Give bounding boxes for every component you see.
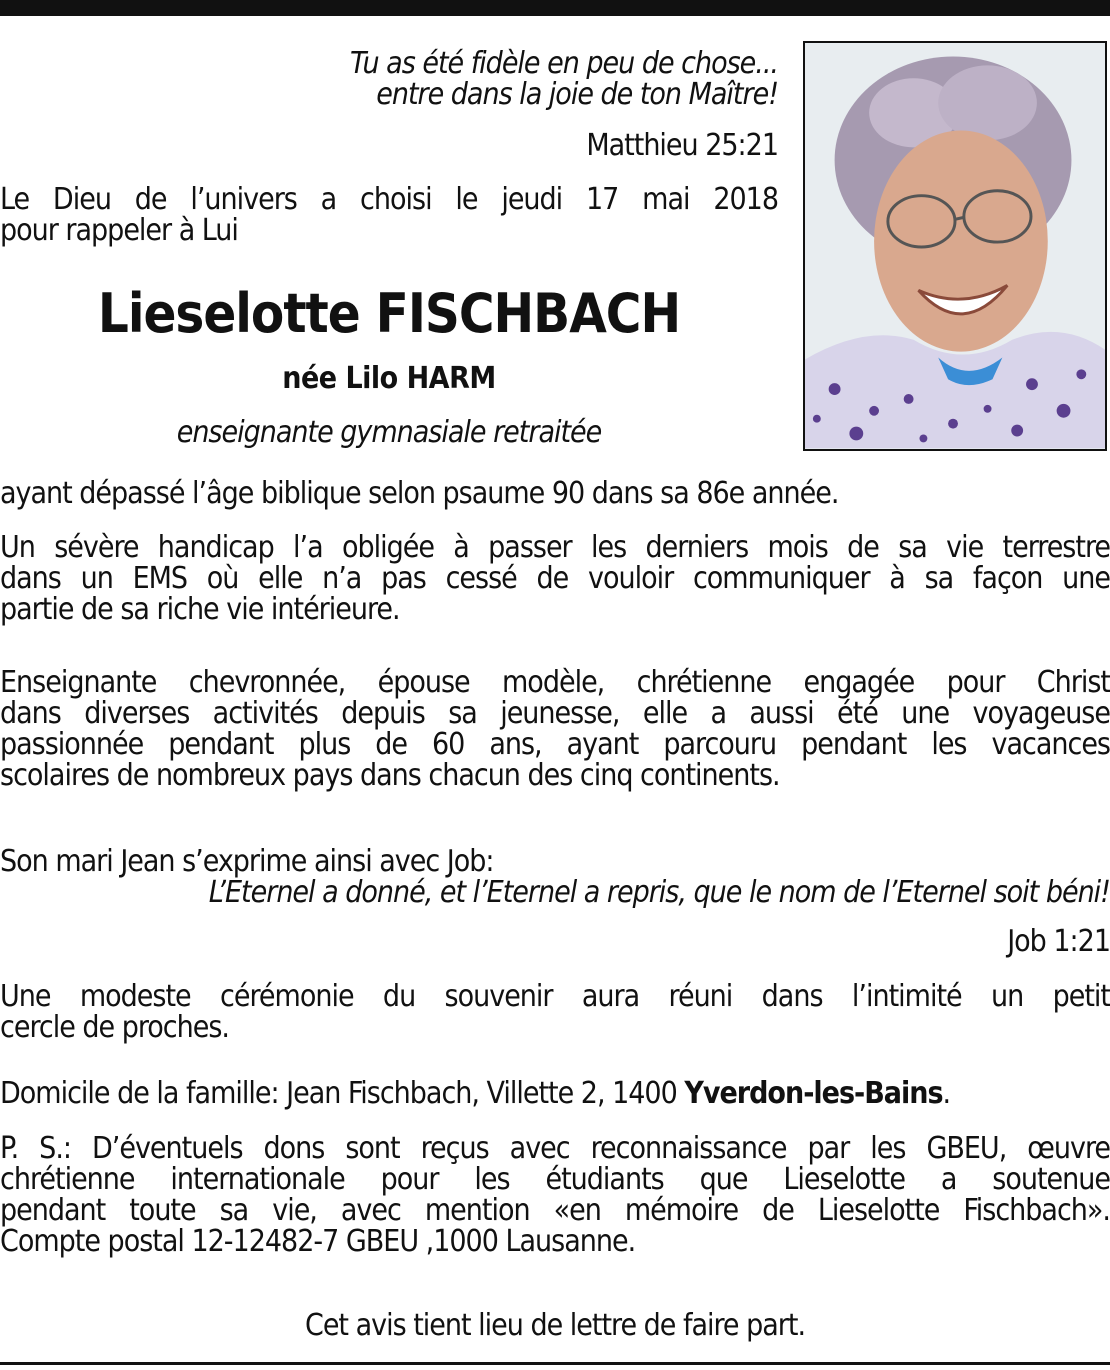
life-line-3: passionnée pendant plus de 60 ans, ayant parcouru pendant les vacances <box>0 727 1110 762</box>
domicile-line <box>0 1078 1110 1109</box>
ps-line-3: pendant toute sa vie, avec mention «en mémoire de Lieselotte Fischbach». <box>0 1193 1110 1228</box>
life-line-4: scolaires de nombreux pays dans chacun des cinq continents. <box>0 758 780 793</box>
job-quote: L’Eternel a donné, et l’Eternel a repris, que le nom de l’Eternel soit béni! <box>208 875 1110 910</box>
portrait-photo <box>803 41 1107 451</box>
age-paragraph: ayant dépassé l’âge biblique selon psaume 90 dans sa 86e année. <box>0 476 839 511</box>
ceremony-paragraph <box>0 981 1110 1043</box>
bible-verse <box>0 48 778 110</box>
handicap-line-1: Un sévère handicap l’a obligée à passer les derniers mois de sa vie terrestre <box>0 530 1110 565</box>
verse-reference: Matthieu 25:21 <box>586 128 778 163</box>
intro-line-2: pour rappeler à Lui <box>0 213 238 248</box>
ceremony-line-2: cercle de proches. <box>0 1010 229 1045</box>
ps-line-2: chrétienne internationale pour les étudiants que Lieselotte a soutenue <box>0 1162 1110 1197</box>
domicile-period: . <box>942 1076 951 1111</box>
maiden-name: née Lilo HARM <box>282 361 496 396</box>
intro-line-1: Le Dieu de l’univers a choisi le jeudi 17 mai 2018 <box>0 182 778 217</box>
verse-line-1: Tu as été fidèle en peu de chose... <box>350 46 778 81</box>
ps-line-1: P. S.: D’éventuels dons sont reçus avec reconnaissance par les GBEU, œuvre <box>0 1131 1110 1166</box>
ceremony-line-1: Une modeste cérémonie du souvenir aura réuni dans l’intimité un petit <box>0 979 1110 1014</box>
intro-text <box>0 184 778 246</box>
job-reference: Job 1:21 <box>1007 924 1110 959</box>
domicile-address: Domicile de la famille: Jean Fischbach, Villette 2, 1400 <box>0 1076 677 1111</box>
bottom-rule <box>0 1362 1110 1365</box>
top-rule <box>0 0 1110 16</box>
life-paragraph <box>0 667 1110 791</box>
husband-line: Son mari Jean s’exprime ainsi avec Job: <box>0 844 494 879</box>
handicap-line-2: dans un EMS où elle n’a pas cessé de vouloir communiquer à sa façon une <box>0 561 1110 596</box>
life-line-1: Enseignante chevronnée, épouse modèle, chrétienne engagée pour Christ <box>0 665 1110 700</box>
ps-paragraph <box>0 1133 1110 1257</box>
deceased-name: Lieselotte FISCHBACH <box>97 282 681 345</box>
verse-line-2: entre dans la joie de ton Maître! <box>376 77 778 112</box>
handicap-line-3: partie de sa riche vie intérieure. <box>0 592 400 627</box>
closing-line: Cet avis tient lieu de lettre de faire part. <box>304 1308 806 1343</box>
life-line-2: dans diverses activités depuis sa jeunesse, elle a aussi été une voyageuse <box>0 696 1110 731</box>
domicile-city: Yverdon-les-Bains <box>684 1076 943 1111</box>
ps-line-4: Compte postal 12-12482-7 GBEU ,1000 Lausanne. <box>0 1224 636 1259</box>
profession: enseignante gymnasiale retraitée <box>176 415 602 450</box>
handicap-paragraph <box>0 532 1110 625</box>
